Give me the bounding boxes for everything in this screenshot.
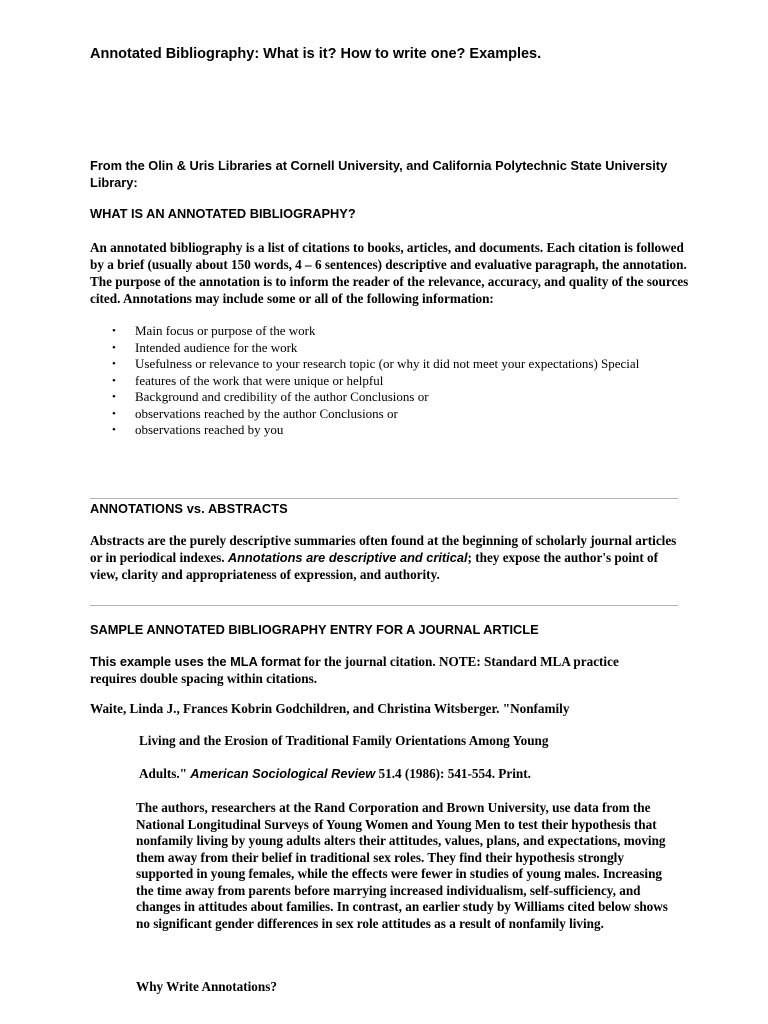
annotation-contents-list [90,323,710,439]
section-heading-sample-entry: SAMPLE ANNOTATED BIBLIOGRAPHY ENTRY FOR A JOURNAL ARTICLE [90,622,539,637]
section-divider [90,498,678,499]
list-item [90,406,710,423]
list-item-text: observations reached by the author Conclusions or [135,405,398,421]
citation-line-3-end: 51.4 (1986): 541-554. Print. [375,766,531,781]
bullet-icon: • [112,374,116,387]
list-item [90,340,710,357]
section-heading-annotations-vs-abstracts: ANNOTATIONS vs. ABSTRACTS [90,501,288,516]
bullet-icon: • [112,407,116,420]
source-attribution: From the Olin & Uris Libraries at Cornell University, and California Polytechnic State University Library: [90,158,668,190]
mla-note-lead: This example uses the MLA format [90,654,301,669]
list-item-text: Usefulness or relevance to your research topic (or why it did not meet your expectations) Special [135,356,640,371]
list-item-text: Intended audience for the work [135,339,298,355]
annotation-paragraph: The authors, researchers at the Rand Corporation and Brown University, use data from the National Longitudinal Surveys of Young Women and Young Men to test their hypothesis that nonfamily living by young adults alters their attitudes, values, plans, and expectations, moving them away from their belief in traditional sex roles. They find their hypothesis strongly supported in young females, while the effects were fewer in studies of young males. Increasing the time away from parents before marrying increased individualism, self-sufficiency, and changes in attitudes about families. In contrast, an earlier study by Williams cited below shows no significant gender differences in sex role attitudes as a result of nonfamily living. [136,800,668,931]
section-divider [90,605,678,606]
abstracts-text-end: ; they expose the author's point of view, clarity and appropriateness of expression, and authority. [90,550,659,582]
list-item-text: Main focus or purpose of the work [135,323,316,338]
list-item [90,323,710,340]
abstracts-paragraph [90,532,680,583]
bullet-icon: • [112,424,116,436]
bullet-icon: • [112,358,116,370]
list-item [90,422,710,439]
bullet-icon: • [112,341,116,354]
list-item-text: features of the work that were unique or helpful [135,372,384,388]
citation-journal-title: American Sociological Review [190,766,376,781]
section-heading-what-is: WHAT IS AN ANNOTATED BIBLIOGRAPHY? [90,206,356,221]
list-item-text: Background and credibility of the author Conclusions or [135,389,429,404]
citation-line-3-start: Adults." [139,766,191,781]
citation-line-1: Waite, Linda J., Frances Kobrin Godchildren, and Christina Witsberger. "Nonfamily [90,701,570,716]
citation-line-2: Living and the Erosion of Traditional Family Orientations Among Young [139,733,549,748]
list-item [90,389,710,406]
abstracts-text-start: Abstracts are the purely descriptive summaries often found at the beginning of scholarly journal articles or in periodical indexes. [90,533,677,565]
mla-note [90,653,650,687]
definition-paragraph: An annotated bibliography is a list of citations to books, articles, and documents. Each citation is followed by a brief (usually about 150 words, 4 – 6 sentences) descriptive and evaluative paragraph, the annotation. The purpose of the annotation is to inform the reader of the relevance, accuracy, and quality of the sources cited. Annotations may include some or all of the following information: [90,240,689,306]
citation-line-3 [139,766,531,782]
document-title: Annotated Bibliography: What is it? How to write one? Examples. [90,46,542,62]
list-item [90,356,710,373]
subheading-why-write: Why Write Annotations? [136,979,277,994]
list-item [90,373,710,390]
bullet-icon: • [112,391,116,403]
list-item-text: observations reached by you [135,422,284,437]
mla-note-rest: for the journal citation. NOTE: Standard MLA practice requires double spacing within citations. [90,654,619,686]
bullet-icon: • [112,325,116,337]
abstracts-emphasis: Annotations are descriptive and critical [227,550,468,565]
